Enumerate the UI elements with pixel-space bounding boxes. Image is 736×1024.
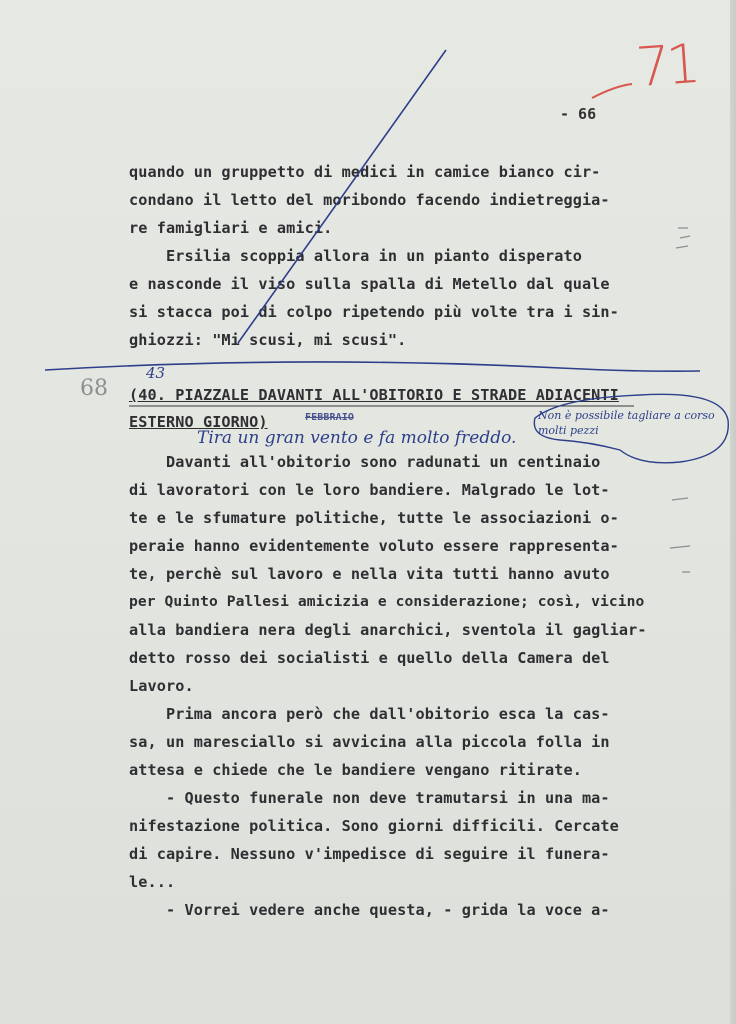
scene-heading: (40. PIAZZALE DAVANTI ALL'OBITORIO E STRADE ADIACENTI [129,386,619,404]
scene-divider-line [45,362,700,371]
page-number: - 66 [560,105,597,123]
body-line: Prima ancora però che dall'obitorio esca la cas- [129,705,610,723]
pencil-margin-mark [676,228,690,248]
body-line: peraie hanno evidentemente voluto essere rappresenta- [129,537,619,555]
body-line: di lavoratori con le loro bandiere. Malgrado le lot- [129,481,610,499]
red-tick [592,84,632,98]
struck-word: FEBBRAIO [305,412,354,423]
body-line: quando un gruppetto di medici in camice bianco cir- [129,163,601,181]
diagonal-strike-line [238,50,446,343]
body-line: Lavoro. [129,677,194,695]
margin-note-bubble [534,394,728,463]
body-line: le... [129,873,176,891]
body-line: si stacca poi di colpo ripetendo più volte tra i sin- [129,303,619,321]
body-line: alla bandiera nera degli anarchici, sventola il gagliar- [129,621,647,639]
body-line: Ersilia scoppia allora in un pianto disperato [129,247,582,265]
body-line: detto rosso dei socialisti e quello della Camera del [129,649,610,667]
body-line: condano il letto del moribondo facendo indietreggia- [129,191,610,209]
pencil-margin-mark [670,498,690,572]
body-line: per Quinto Pallesi amicizia e considerazione; così, vicino [129,593,645,610]
pencil-scene-number: 68 [80,376,108,401]
body-line: re famigliari e amici. [129,219,333,237]
body-line: te e le sfumature politiche, tutte le associazioni o- [129,509,619,527]
body-line: - Vorrei vedere anche questa, - grida la voce a- [129,901,610,919]
body-line: di capire. Nessuno v'impedisce di seguire il funera- [129,845,610,863]
red-page-number: 71 [633,31,699,100]
body-line: - Questo funerale non deve tramutarsi in una ma- [129,789,610,807]
body-line: te, perchè sul lavoro e nella vita tutti hanno avuto [129,565,610,583]
margin-note: Non è possibile tagliare a corso molti pezzi [538,409,715,437]
body-line: e nasconde il viso sulla spalla di Metello dal quale [129,275,610,293]
body-line: sa, un maresciallo si avvicina alla piccola folla in [129,733,610,751]
handwritten-note: Tira un gran vento e fa molto freddo. [197,428,517,448]
scene-heading-2: ESTERNO GIORNO) [129,413,268,431]
body-line: attesa e chiede che le bandiere vengano ritirate. [129,761,582,779]
scene-number-correction: 43 [146,364,166,382]
body-line: ghiozzi: "Mi scusi, mi scusi". [129,331,407,349]
body-line: nifestazione politica. Sono giorni difficili. Cercate [129,817,619,835]
body-line: Davanti all'obitorio sono radunati un centinaio [129,453,601,471]
